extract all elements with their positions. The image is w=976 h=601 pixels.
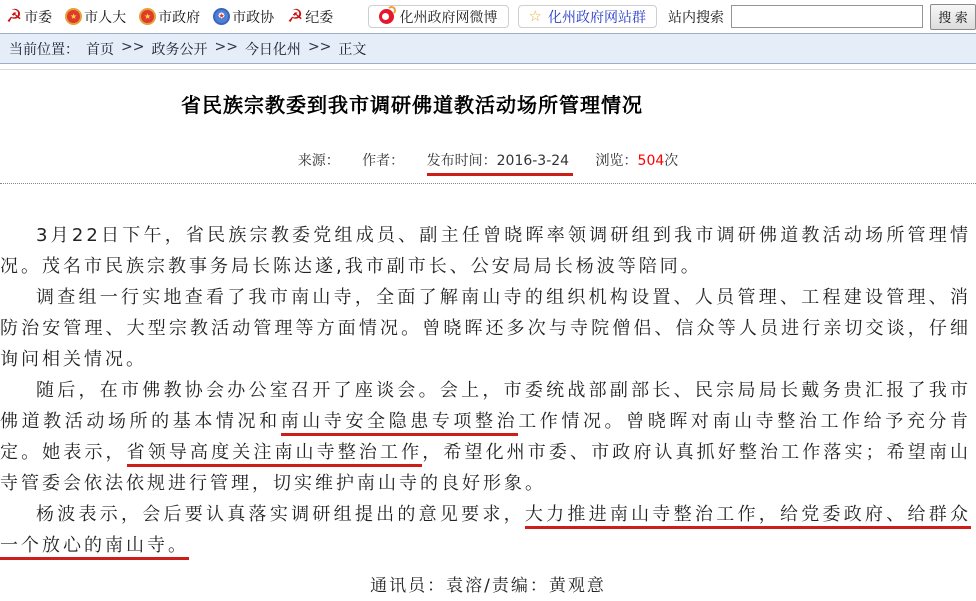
- title-wrap: [0, 92, 824, 118]
- meta-views-count: 504: [637, 153, 665, 169]
- meta-publish-annotated: [427, 150, 573, 176]
- weibo-button[interactable]: [368, 5, 509, 28]
- red-underline-annotation: 大力推进南山寺整治工作，给党委政府、给群众一个放心的南山寺。: [0, 504, 971, 560]
- topbar-nav-item-2[interactable]: [65, 7, 126, 27]
- article: [0, 92, 976, 596]
- breadcrumb: [0, 33, 976, 64]
- sitegroup-button[interactable]: [518, 5, 657, 28]
- article-body: [0, 220, 976, 561]
- paragraph-text: ，希望化州市委、市政府认真抓好整治工作落实；希望南山寺管委会依法依规进行管理，切实维护南山寺的良好形象。: [0, 442, 972, 494]
- dotted-separator: [0, 183, 976, 184]
- search-button[interactable]: 搜 索: [930, 4, 976, 30]
- breadcrumb-separator: >>: [214, 38, 238, 55]
- sitegroup-button-label: 化州政府网站群: [548, 9, 646, 26]
- paragraph-text: 3月22日下午，省民族宗教委党组成员、副主任曾晓晖率领调研组到我市调研佛道教活动场所管理情况。茂名市民族宗教事务局长陈达遂,我市副市长、公安局局长杨波等陪同。: [0, 225, 971, 277]
- national-emblem-icon: ★: [65, 8, 82, 25]
- meta-views-label: 浏览：: [595, 153, 638, 169]
- national-emblem-icon: ★: [139, 8, 156, 25]
- header-divider: [0, 64, 976, 70]
- topbar-nav-item-label: 市委: [24, 9, 53, 26]
- paragraph-text: 随后，在市佛教协会办公室召开了座谈会。会上，市委统战部副部长、民宗局局长戴务贵汇报了我市佛道教活动场所的基本情况和: [0, 380, 971, 432]
- paragraph-text: 杨波表示，会后要认真落实调研组提出的意见要求，: [36, 504, 525, 525]
- breadcrumb-link[interactable]: 政务公开: [151, 41, 208, 58]
- topbar-nav-item-label: 市人大: [84, 9, 127, 26]
- topbar-nav-item-label: 纪委: [305, 9, 334, 26]
- party-emblem-icon: ☭: [287, 5, 304, 27]
- breadcrumb-separator: >>: [121, 38, 145, 55]
- party-emblem-icon: ☭: [6, 5, 23, 27]
- star-icon: ☆: [528, 7, 542, 25]
- weibo-icon: [379, 9, 394, 24]
- meta-views-suffix: 次: [664, 153, 679, 169]
- search-input[interactable]: [731, 5, 923, 28]
- paragraph-text: 工作情况。曾晓晖对南山寺整治工作给予充分肯定。她表示，: [0, 411, 972, 463]
- topbar-nav-item-5[interactable]: [287, 7, 333, 27]
- article-byline: 通讯员：袁溶/责编：黄观意: [370, 576, 606, 596]
- breadcrumb-prefix: 当前位置：: [9, 41, 79, 58]
- paragraph-text: 调查组一行实地查看了我市南山寺，全面了解南山寺的组织机构设置、人员管理、工程建设管理、消防治安管理、大型宗教活动管理等方面情况。曾晓晖还多次与寺院僧侣、信众等人员进行亲切交谈，仔细询问相关情况。: [0, 287, 971, 370]
- paragraph: [0, 220, 971, 282]
- meta-author-label: 作者：: [362, 153, 405, 169]
- red-underline-annotation: 省领导高度关注南山寺整治工作: [127, 442, 423, 467]
- breadcrumb-items: [86, 39, 366, 59]
- weibo-button-label: 化州政府网微博: [399, 9, 498, 26]
- breadcrumb-link[interactable]: 首页: [86, 41, 114, 58]
- topbar-nav-item-4[interactable]: [213, 7, 274, 27]
- paragraph: [0, 499, 971, 561]
- breadcrumb-link[interactable]: 今日化州: [244, 41, 301, 58]
- red-underline-annotation: 南山寺安全隐患专项整治: [281, 411, 519, 436]
- topbar-nav-item-1[interactable]: [6, 7, 52, 27]
- topbar-nav-item-label: 市政府: [158, 9, 201, 26]
- topbar-right: [368, 4, 976, 30]
- topbar: [0, 0, 976, 33]
- breadcrumb-current: 正文: [338, 41, 367, 58]
- meta-views: [596, 153, 679, 169]
- article-title: 省民族宗教委到我市调研佛道教活动场所管理情况: [181, 93, 643, 117]
- paragraph: [0, 375, 971, 499]
- site-search-label: 站内搜索: [668, 9, 724, 26]
- paragraph: [0, 282, 971, 375]
- meta-publish-label: 发布时间：: [426, 153, 497, 169]
- meta-source-label: 来源：: [297, 153, 340, 169]
- topbar-nav: [6, 7, 333, 27]
- breadcrumb-separator: >>: [307, 38, 332, 55]
- meta-publish-date: 2016-3-24: [496, 153, 570, 169]
- topbar-nav-item-3[interactable]: [139, 7, 200, 27]
- article-meta: [0, 150, 976, 176]
- topbar-nav-item-label: 市政协: [232, 9, 275, 26]
- cppcc-emblem-icon: ★: [213, 8, 230, 25]
